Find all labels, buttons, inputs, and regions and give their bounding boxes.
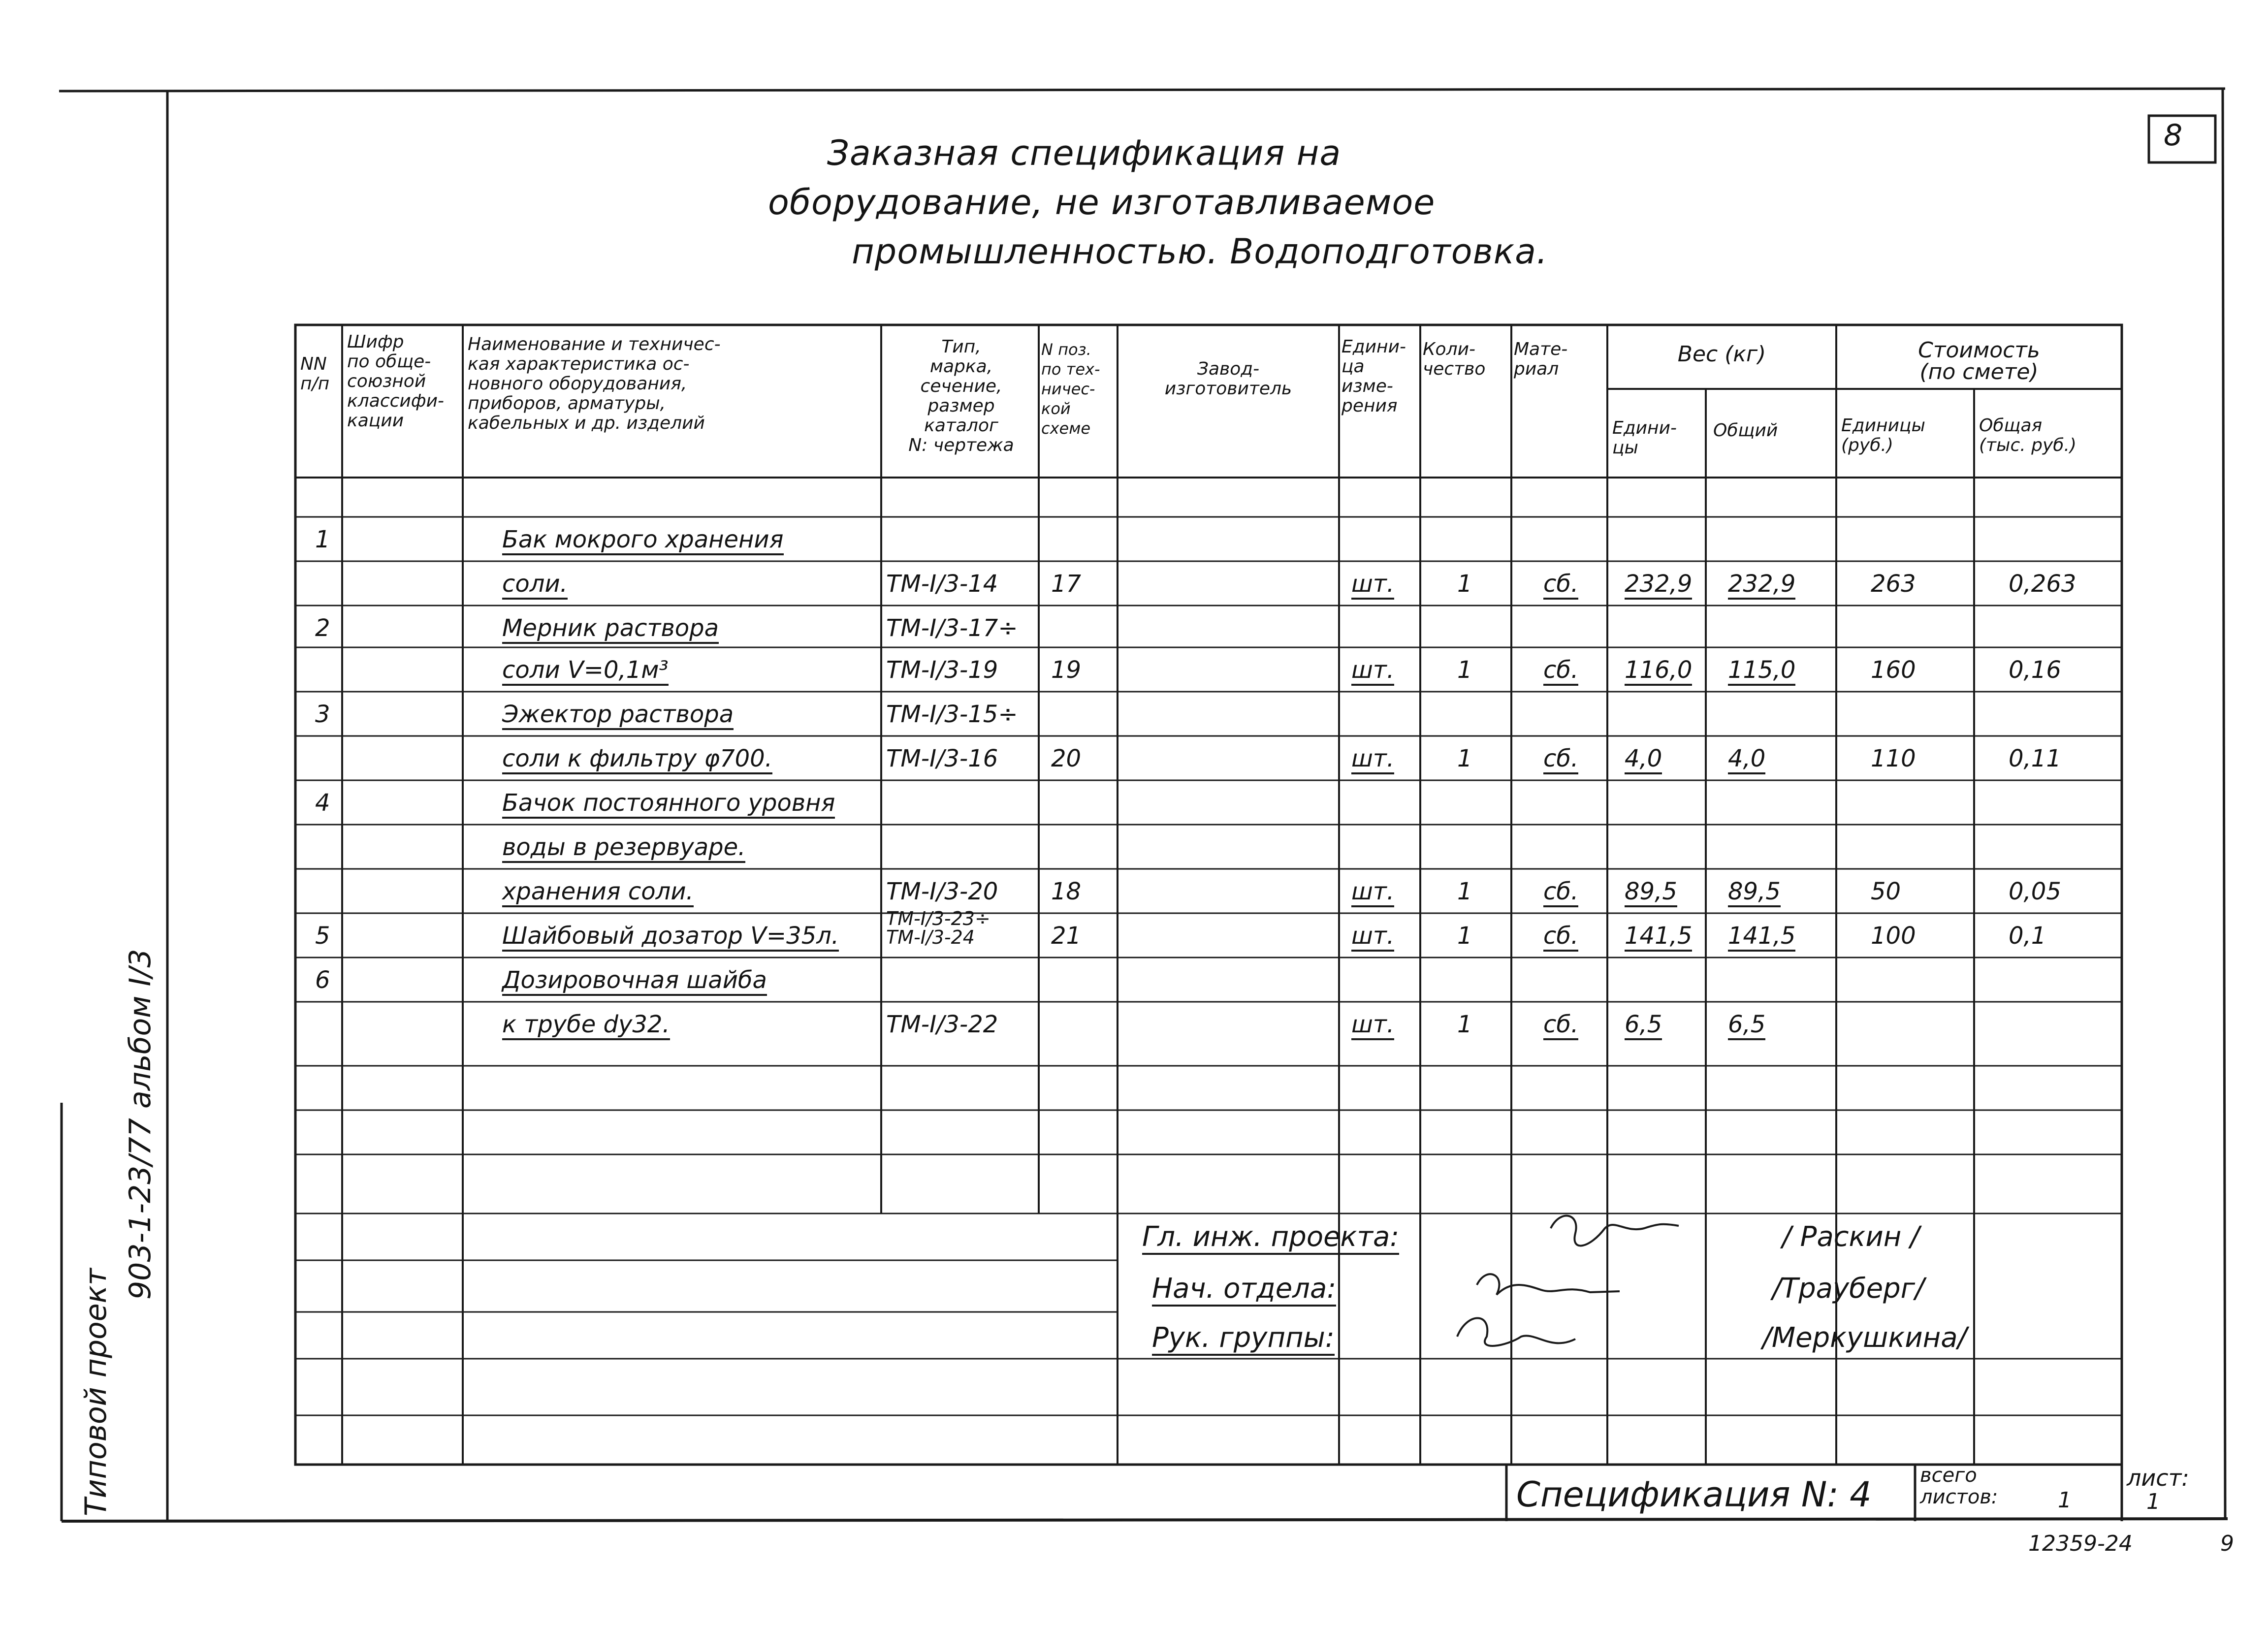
- signature-role-chief-engineer: Гл. инж. проекта:: [1142, 1221, 1399, 1255]
- signature-name-department-head: /Трауберг/: [1772, 1273, 1924, 1305]
- row-unit: шт.: [1351, 1011, 1394, 1040]
- row-weight-unit: 116,0: [1625, 656, 1692, 686]
- row-name: соли.: [502, 570, 568, 600]
- signature-scribbles: [1457, 1216, 1679, 1346]
- spec-number: Спецификация N: 4: [1516, 1474, 1872, 1515]
- row-weight-total: 89,5: [1728, 878, 1781, 907]
- row-position: 18: [1051, 878, 1082, 905]
- row-type: ТМ-I/3-22: [886, 1011, 998, 1038]
- row-name: воды в резервуаре.: [502, 833, 745, 863]
- row-cost-unit: 110: [1871, 745, 1916, 772]
- row-weight-total: 141,5: [1728, 922, 1795, 952]
- row-cost-unit: 100: [1871, 922, 1916, 950]
- sheet-label: лист:: [2127, 1465, 2189, 1491]
- row-type: ТМ-I/3-23÷ ТМ-I/3-24: [886, 908, 990, 948]
- page-number: 9: [2220, 1531, 2234, 1556]
- header-weight: Вес (кг): [1677, 342, 1766, 367]
- title-line-3: промышленностью. Водоподготовка.: [852, 231, 1548, 272]
- row-weight-total: 4,0: [1728, 745, 1765, 774]
- row-weight-unit: 141,5: [1625, 922, 1692, 952]
- row-number: 2: [315, 614, 330, 642]
- row-name: Эжектор раствора: [502, 701, 734, 730]
- header-name: Наименование и техничес- кая характеристика ос- новного оборудования, приборов, арматуры, кабельных и др. изделий: [468, 334, 721, 433]
- row-position: 19: [1051, 656, 1082, 684]
- row-cost-unit: 50: [1871, 878, 1901, 905]
- row-weight-total: 115,0: [1728, 656, 1795, 686]
- row-quantity: 1: [1457, 878, 1472, 905]
- row-type: ТМ-I/3-17÷: [886, 614, 1018, 642]
- row-weight-unit: 89,5: [1625, 878, 1677, 907]
- row-weight-total: 6,5: [1728, 1011, 1765, 1040]
- row-unit: шт.: [1351, 922, 1394, 952]
- row-material: сб.: [1543, 878, 1578, 907]
- row-type: ТМ-I/3-19: [886, 656, 998, 684]
- row-material: сб.: [1543, 922, 1578, 952]
- row-unit: шт.: [1351, 745, 1394, 774]
- archive-code: 12359-24: [2028, 1531, 2133, 1556]
- row-material: сб.: [1543, 1011, 1578, 1040]
- row-quantity: 1: [1457, 1011, 1472, 1038]
- row-material: сб.: [1543, 745, 1578, 774]
- header-maker: Завод- изготовитель: [1164, 359, 1292, 399]
- side-album-code: 903-1-23/77 альбом I/3: [123, 949, 158, 1300]
- row-name: Шайбовый дозатор V=35л.: [502, 922, 839, 952]
- row-cost-total: 0,11: [2009, 745, 2061, 772]
- total-sheets-label: всего листов:: [1920, 1464, 1998, 1508]
- signature-name-group-lead: /Меркушкина/: [1762, 1322, 1967, 1354]
- total-sheets-value: 1: [2058, 1488, 2072, 1513]
- row-quantity: 1: [1457, 570, 1472, 598]
- header-cost: Стоимость (по смете): [1918, 338, 2040, 384]
- row-cost-total: 0,1: [2009, 922, 2046, 950]
- row-name: Бачок постоянного уровня: [502, 789, 835, 819]
- row-unit: шт.: [1351, 878, 1394, 907]
- corner-sheet-number: 8: [2164, 118, 2183, 153]
- row-material: сб.: [1543, 570, 1578, 600]
- row-weight-unit: 6,5: [1625, 1011, 1662, 1040]
- row-position: 21: [1051, 922, 1082, 950]
- signature-name-chief-engineer: / Раскин /: [1782, 1221, 1920, 1253]
- header-weight-unit: Едини- цы: [1612, 418, 1677, 458]
- header-weight-total: Общий: [1713, 420, 1778, 441]
- header-type: Тип, марка, сечение, размер каталог N: чертежа: [908, 337, 1014, 455]
- sheet-value: 1: [2146, 1489, 2160, 1514]
- header-unit: Едини- ца изме- рения: [1342, 337, 1406, 416]
- title-line-1: Заказная спецификация на: [827, 133, 1342, 173]
- row-cost-total: 0,05: [2009, 878, 2061, 905]
- row-cost-total: 0,16: [2009, 656, 2061, 684]
- row-type: ТМ-I/3-20: [886, 878, 998, 905]
- row-number: 4: [315, 789, 330, 817]
- row-position: 20: [1051, 745, 1082, 772]
- header-pos: N поз. по тех- ничес- кой схеме: [1041, 340, 1100, 438]
- row-name: соли к фильтру φ700.: [502, 745, 772, 774]
- row-weight-unit: 232,9: [1625, 570, 1692, 600]
- row-number: 1: [315, 526, 330, 553]
- row-cost-unit: 160: [1871, 656, 1916, 684]
- row-position: 17: [1051, 570, 1082, 598]
- row-material: сб.: [1543, 656, 1578, 686]
- header-nn: NN п/п: [300, 354, 330, 394]
- row-name: хранения соли.: [502, 878, 694, 907]
- row-cost-total: 0,263: [2009, 570, 2076, 598]
- title-line-2: оборудование, не изготавливаемое: [768, 182, 1436, 223]
- row-number: 5: [315, 922, 330, 950]
- row-name: Дозировочная шайба: [502, 966, 767, 996]
- signature-role-department-head: Нач. отдела:: [1152, 1273, 1336, 1307]
- signature-role-group-lead: Рук. группы:: [1152, 1322, 1335, 1356]
- row-name: Мерник раствора: [502, 614, 719, 644]
- row-unit: шт.: [1351, 656, 1394, 686]
- row-weight-total: 232,9: [1728, 570, 1795, 600]
- row-type: ТМ-I/3-15÷: [886, 701, 1018, 728]
- row-quantity: 1: [1457, 922, 1472, 950]
- header-cost-unit: Единицы (руб.): [1841, 415, 1925, 455]
- header-code: Шифр по обще- союзной классифи- кации: [347, 332, 444, 431]
- row-name: соли V=0,1м³: [502, 656, 669, 686]
- row-number: 6: [315, 966, 330, 994]
- row-name: к трубе dy32.: [502, 1011, 670, 1040]
- header-qty: Коли- чество: [1423, 339, 1486, 379]
- row-weight-unit: 4,0: [1625, 745, 1662, 774]
- side-project-label: Типовой проект: [79, 1268, 113, 1516]
- header-material: Мате- риал: [1514, 339, 1568, 379]
- row-unit: шт.: [1351, 570, 1394, 600]
- row-name: Бак мокрого хранения: [502, 526, 784, 555]
- row-quantity: 1: [1457, 745, 1472, 772]
- row-type: ТМ-I/3-14: [886, 570, 998, 598]
- row-quantity: 1: [1457, 656, 1472, 684]
- row-number: 3: [315, 701, 330, 728]
- row-cost-unit: 263: [1871, 570, 1916, 598]
- header-cost-total: Общая (тыс. руб.): [1979, 415, 2076, 455]
- row-type: ТМ-I/3-16: [886, 745, 998, 772]
